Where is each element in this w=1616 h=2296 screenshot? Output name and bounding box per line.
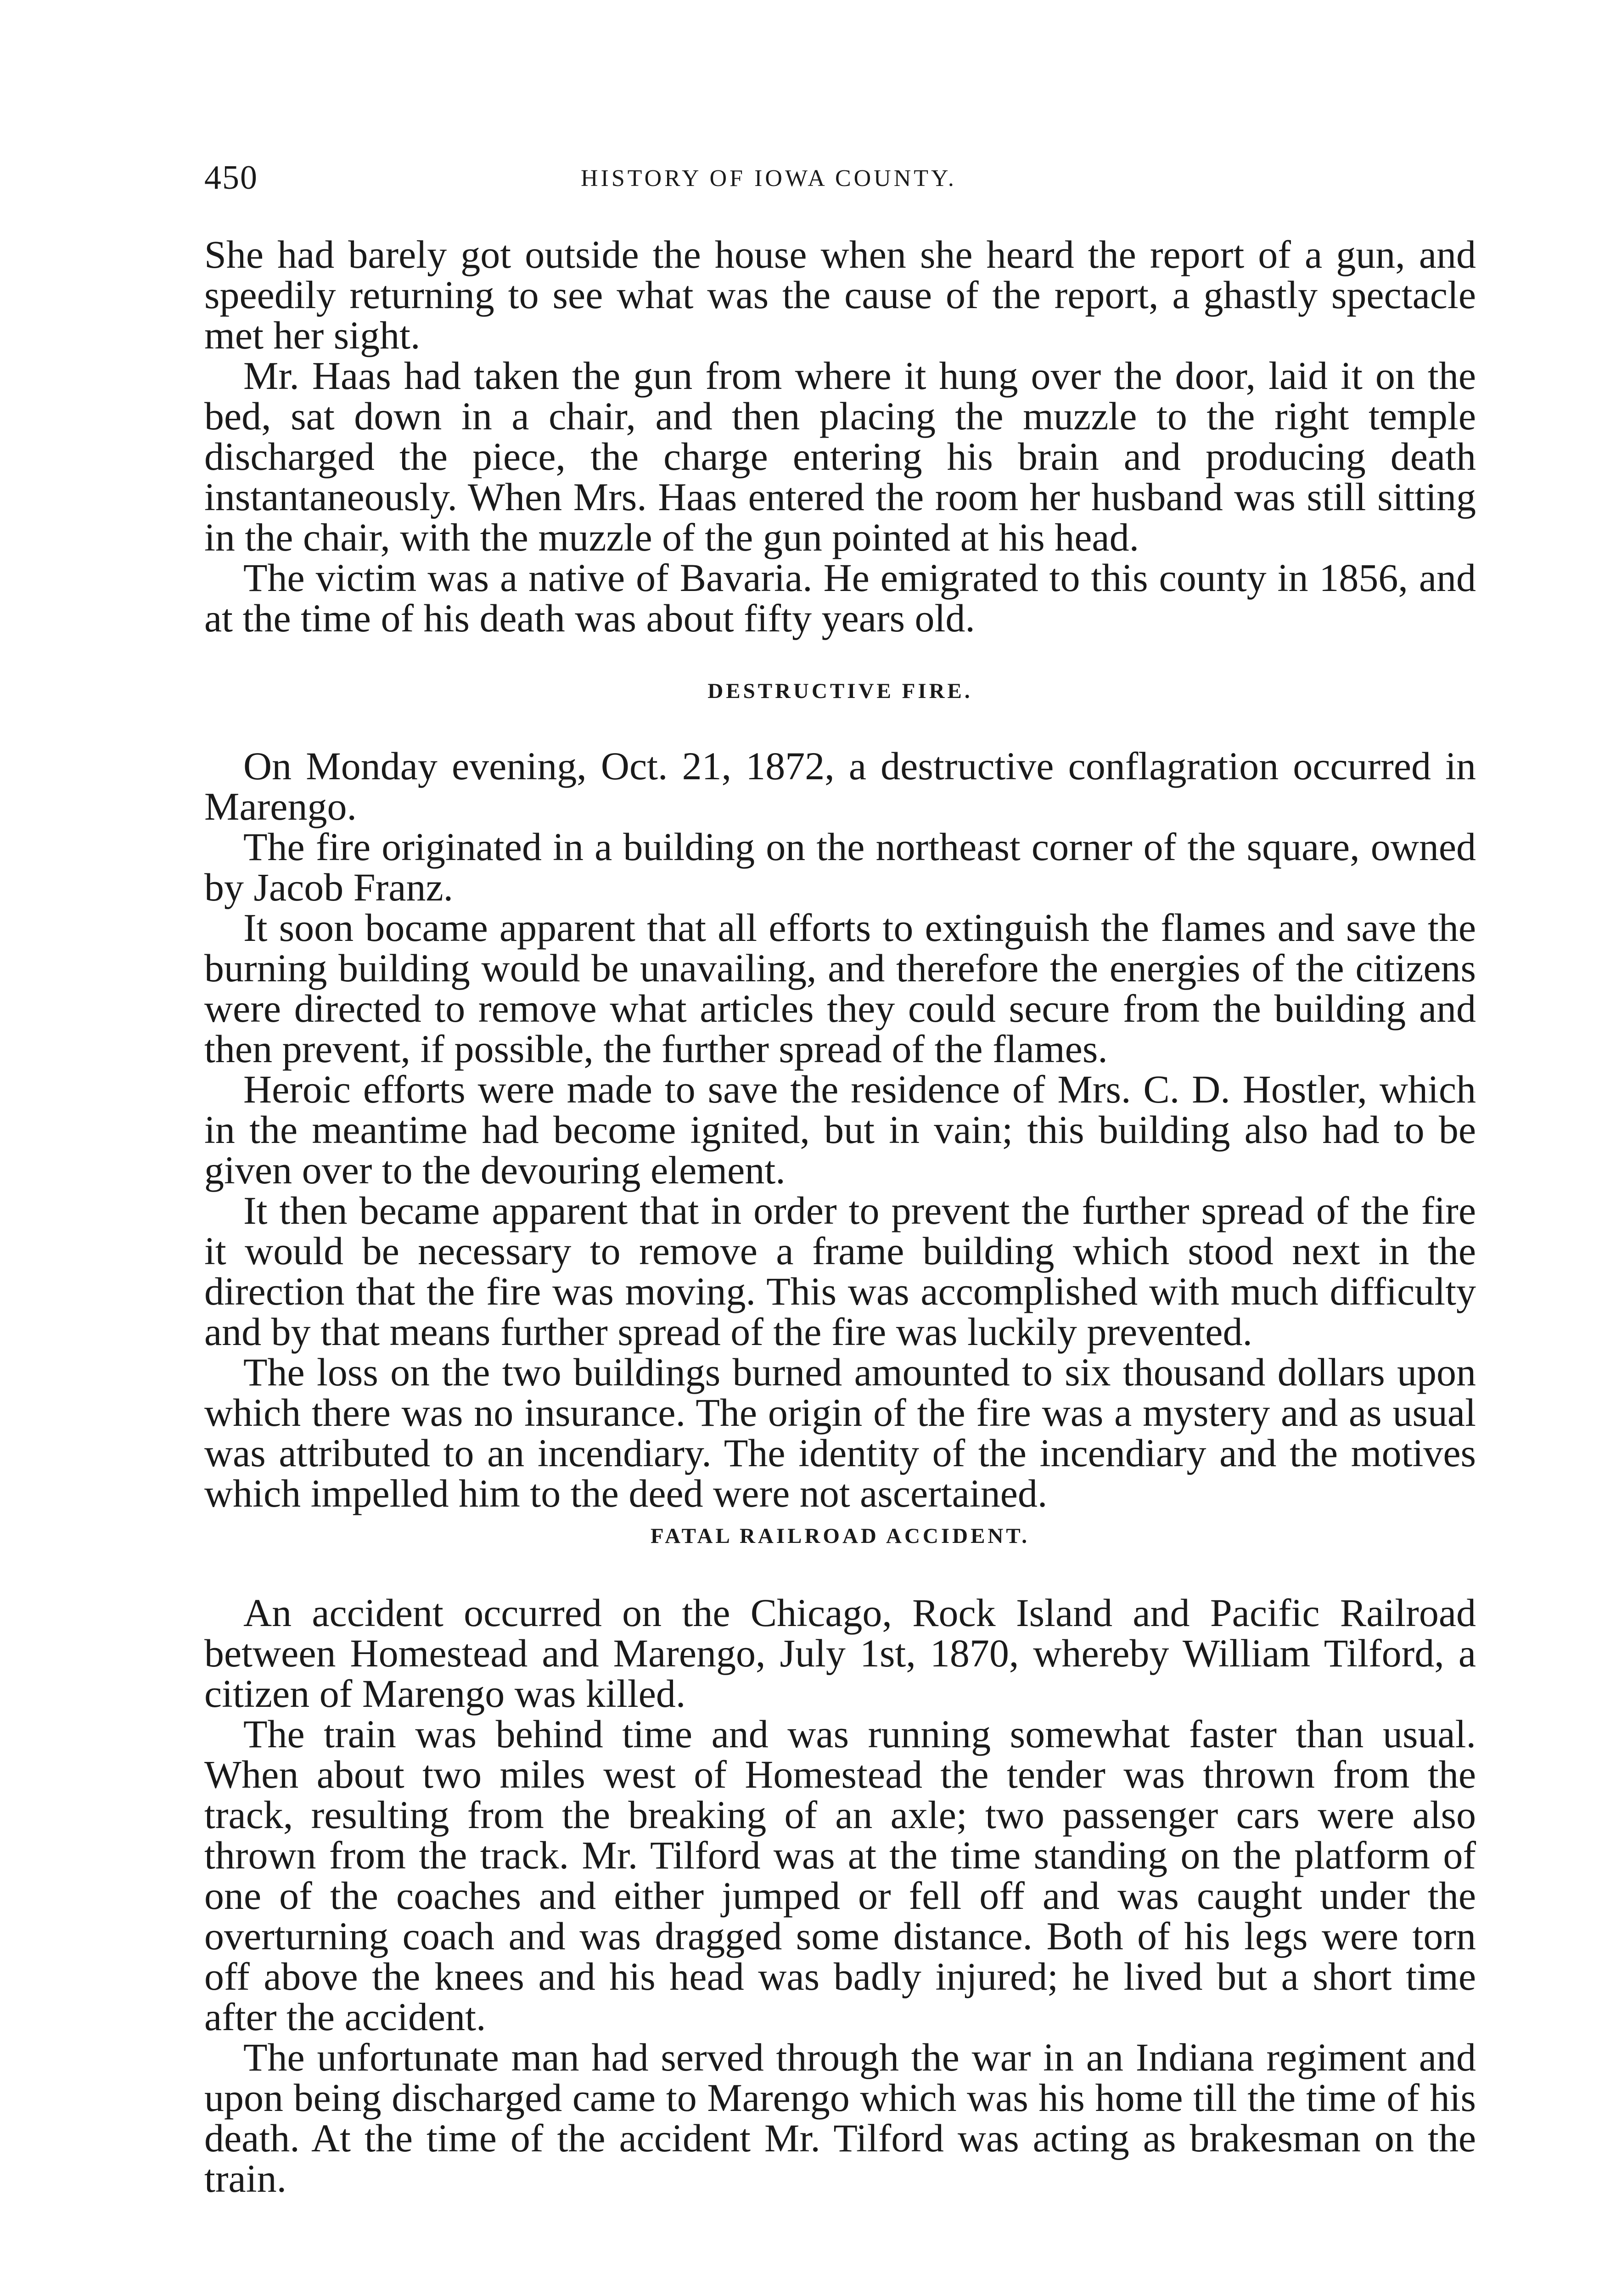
page-header <box>204 158 1476 200</box>
paragraph: The victim was a native of Bavaria. He emigrated to this county in 1856, and at the time of his death was about fifty years old. <box>204 556 1476 640</box>
running-title: HISTORY OF IOWA COUNTY. <box>581 165 957 191</box>
paragraph: The unfortunate man had served through the war in an Indiana regiment and upon being discharged came to Marengo which was his home till the time of his death. At the time of the accident Mr. Tilford was acting as brakesman on the train. <box>204 2035 1476 2200</box>
page-number: 450 <box>204 159 258 197</box>
section-heading-railroad-accident: FATAL RAILROAD ACCIDENT. <box>650 1524 1030 1548</box>
paragraph: Heroic efforts were made to save the residence of Mrs. C. D. Hostler, which in the meantime had become ignited, but in vain; this building also had to be given over to the devouring element. <box>204 1067 1476 1192</box>
paragraph: Mr. Haas had taken the gun from where it hung over the door, laid it on the bed, sat down in a chair, and then placing the muzzle to the right temple discharged the piece, the charge entering his brain and producing death instantaneously. When Mrs. Haas entered the room her husband was still sitting in the chair, with the muzzle of the gun pointed at his head. <box>204 354 1476 559</box>
paragraph: An accident occurred on the Chicago, Rock Island and Pacific Railroad between Homestead and Marengo, July 1st, 1870, whereby William Tilford, a citizen of Marengo was killed. <box>204 1591 1476 1716</box>
paragraph: The fire originated in a building on the northeast corner of the square, owned by Jacob Franz. <box>204 825 1476 909</box>
paragraph: It soon bocame apparent that all efforts to extinguish the flames and save the burning building would be unavailing, and therefore the energies of the citizens were directed to remove what articles they could secure from the building and then prevent, if possible, the further spread of the flames. <box>204 906 1476 1071</box>
paragraph: It then became apparent that in order to prevent the further spread of the fire it would be necessary to remove a frame building which stood next in the direction that the fire was moving. This was accomplished with much difficulty and by that means further spread of the fire was luckily prevented. <box>204 1188 1476 1354</box>
paragraph: She had barely got outside the house when she heard the report of a gun, and speedily returning to see what was the cause of the report, a ghastly spectacle met her sight. <box>204 232 1476 357</box>
paragraph: The loss on the two buildings burned amounted to six thousand dollars upon which there was no insurance. The origin of the fire was a mystery and as usual was attributed to an incendiary. The identity of the incendiary and the motives which impelled him to the deed were not ascertained. <box>204 1350 1476 1515</box>
paragraph: On Monday evening, Oct. 21, 1872, a destructive conflagration occurred in Marengo. <box>204 744 1476 828</box>
paragraph: The train was behind time and was running somewhat faster than usual. When about two miles west of Homestead the tender was thrown from the track, resulting from the breaking of an axle; two passenger cars were also thrown from the track. Mr. Tilford was at the time standing on the platform of one of the coaches and either jumped or fell off and was caught under the overturning coach and was dragged some distance. Both of his legs were torn off above the knees and his head was badly injured; he lived but a short time after the accident. <box>204 1712 1476 2039</box>
section-heading-destructive-fire: DESTRUCTIVE FIRE. <box>707 679 973 703</box>
page-body <box>204 234 1476 2199</box>
